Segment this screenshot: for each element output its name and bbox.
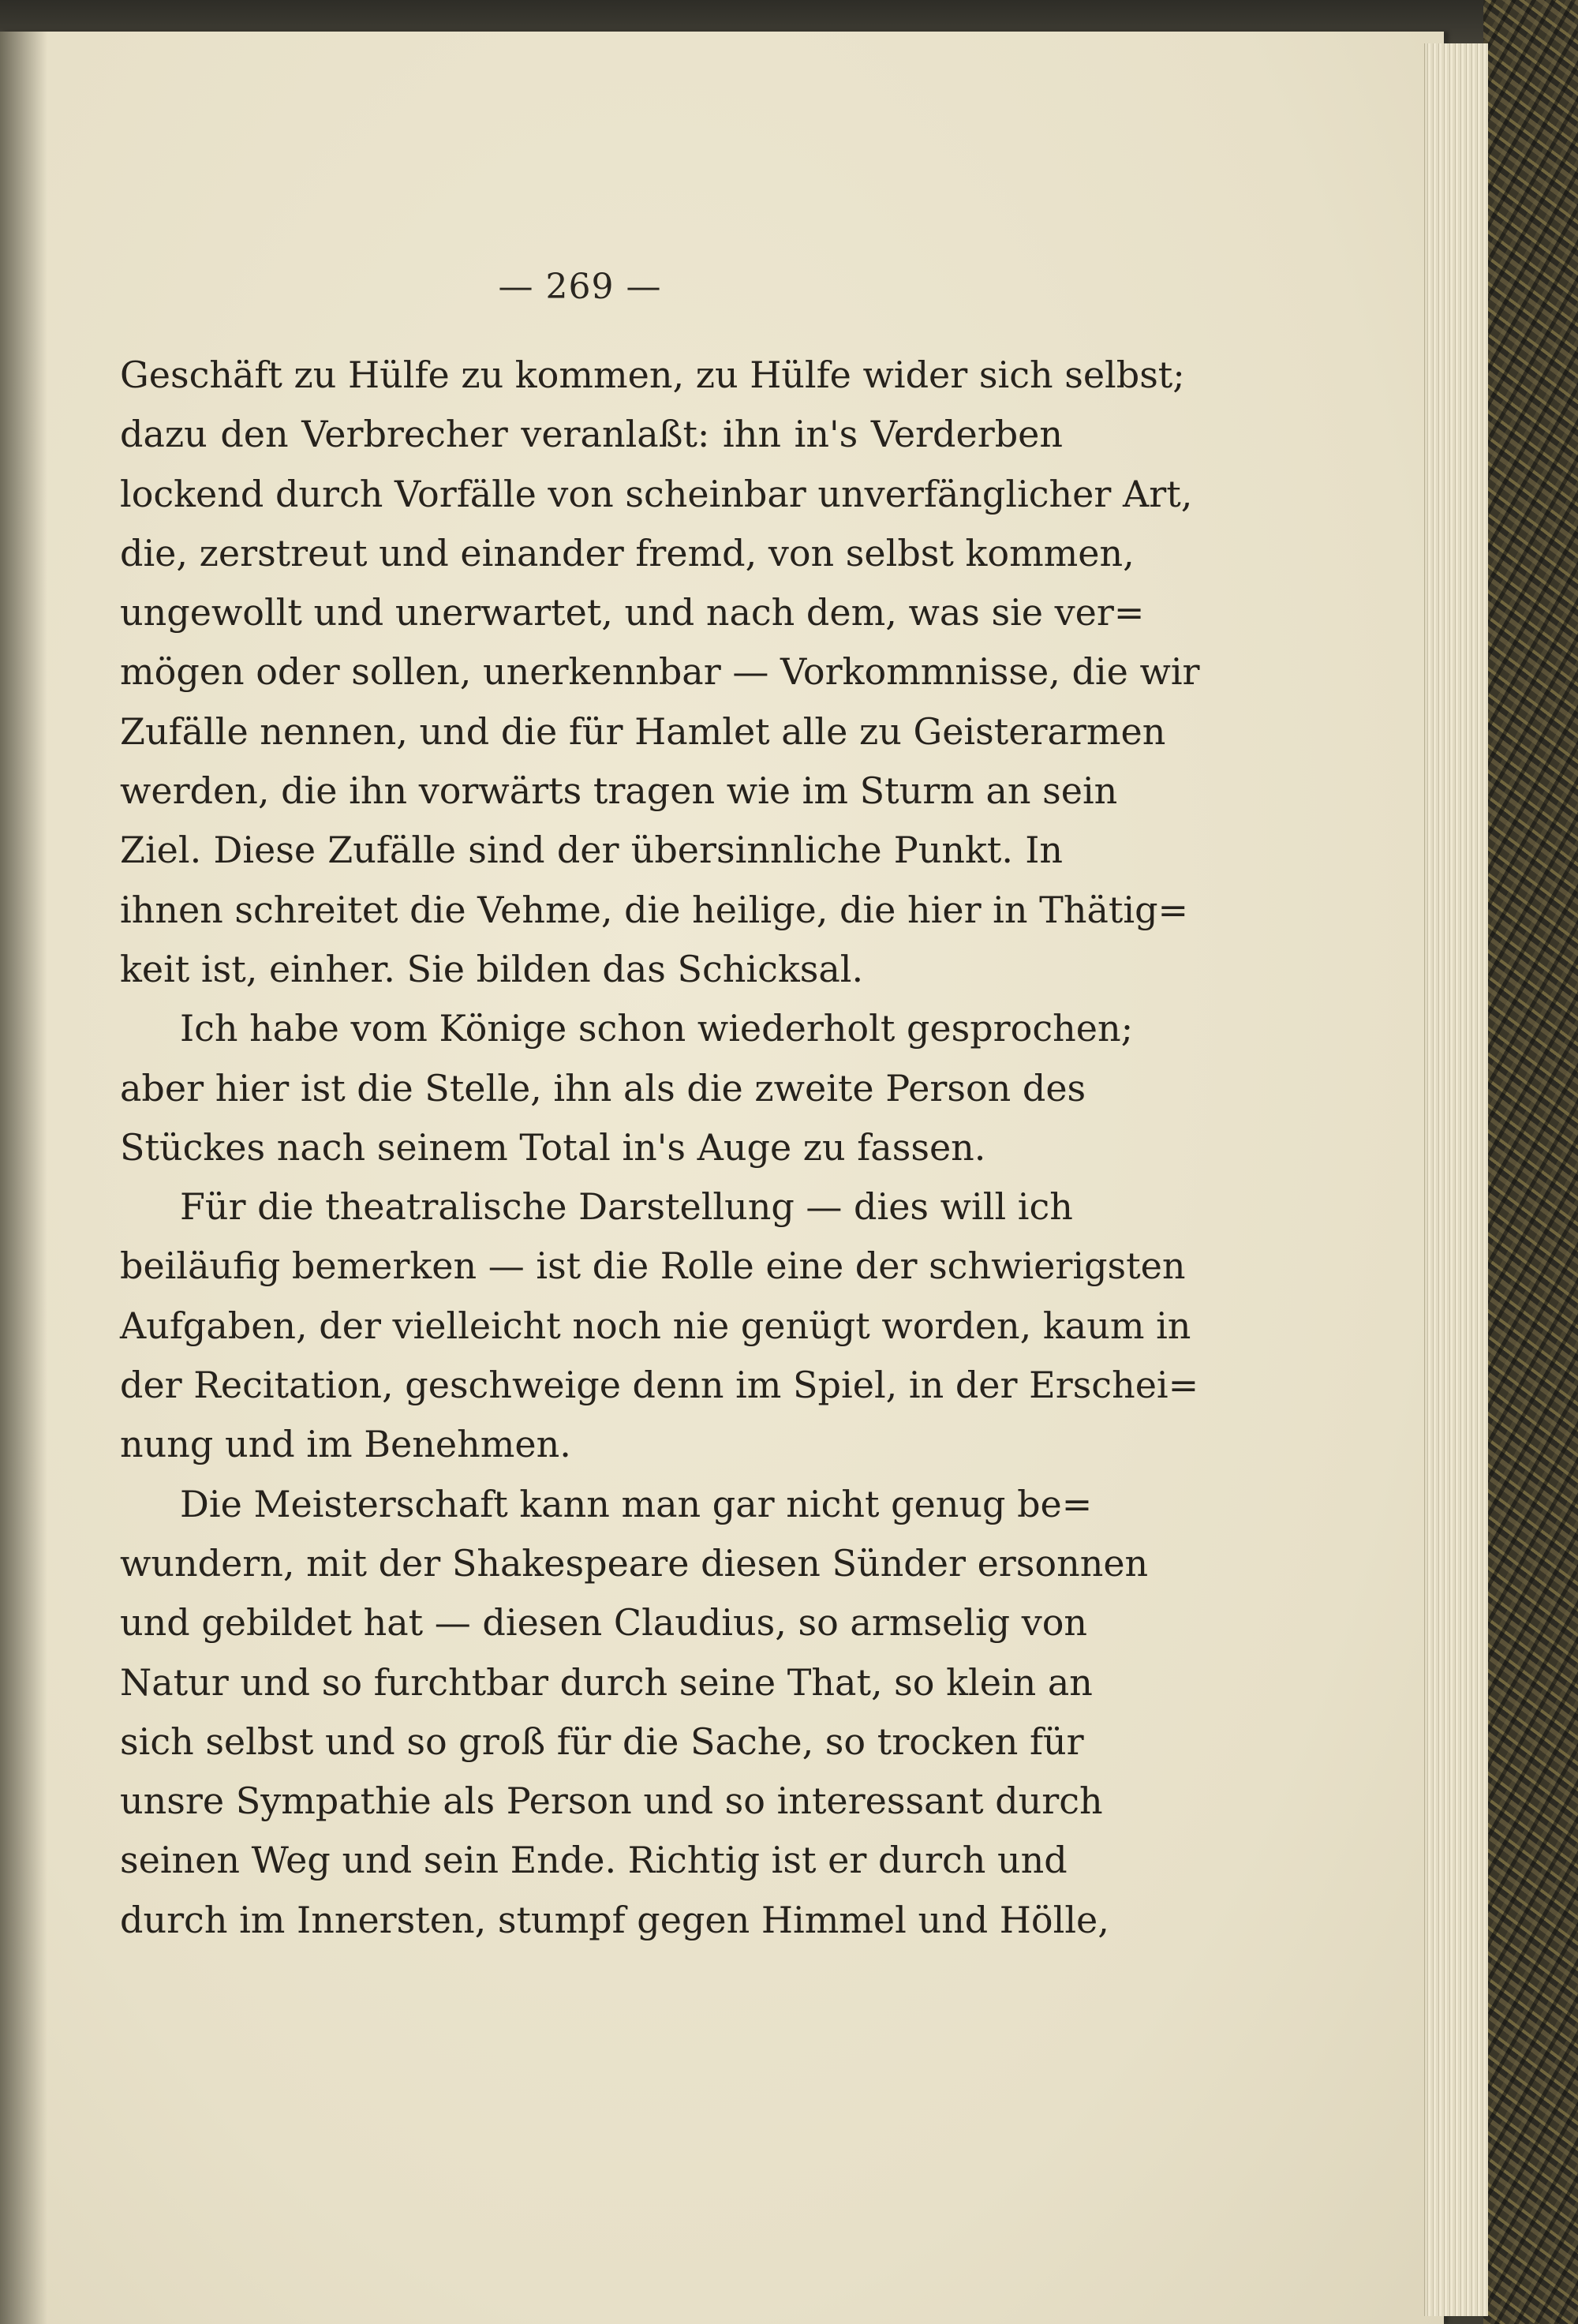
spine-shadow (0, 32, 47, 2324)
text-line: aber hier ist die Stelle, ihn als die zweite Person des (120, 1066, 1086, 1110)
text-line: Geschäft zu Hülfe zu kommen, zu Hülfe wider sich selbst; (120, 354, 1185, 396)
text-line: Die Meisterschaft kann man gar nicht genug be= (180, 1482, 1093, 1525)
text-line: durch im Innersten, stumpf gegen Himmel und Hölle, (120, 1898, 1109, 1941)
text-line: sich selbst und so groß für die Sache, so trocken für (120, 1720, 1084, 1763)
text-line: beiläufig bemerken — ist die Rolle eine der schwierigsten (120, 1244, 1186, 1288)
paragraph-1 (120, 346, 1200, 999)
marbled-cover-edge (1483, 0, 1578, 2324)
paragraph-3 (120, 1177, 1199, 1474)
text-line: der Recitation, geschweige denn im Spiel, in der Erschei= (120, 1364, 1199, 1407)
text-line: werden, die ihn vorwärts tragen wie im Sturm an sein (120, 769, 1118, 813)
text-line: mögen oder sollen, unerkennbar — Vorkommnisse, die wir (120, 650, 1200, 694)
text-line: Für die theatralische Darstellung — dies will ich (180, 1185, 1073, 1229)
text-line: wundern, mit der Shakespeare diesen Sünder ersonnen (120, 1541, 1149, 1585)
text-line: Zufälle nennen, und die für Hamlet alle zu Geisterarmen (120, 709, 1166, 753)
text-line: ungewollt und unerwartet, und nach dem, was sie ver= (120, 591, 1145, 634)
body-text (120, 346, 1200, 1950)
text-line: Ziel. Diese Zufälle sind der übersinnliche Punkt. In (120, 829, 1063, 872)
text-line: Stückes nach seinem Total in's Auge zu fassen. (120, 1125, 986, 1169)
paragraph-4 (120, 1475, 1149, 1950)
page-number: — 269 — (498, 267, 662, 307)
text-line: Ich habe vom Könige schon wiederholt gesprochen; (180, 1007, 1134, 1050)
text-line: und gebildet hat — diesen Claudius, so armselig von (120, 1601, 1088, 1645)
text-line: Natur und so furchtbar durch seine That, so klein an (120, 1660, 1093, 1704)
text-line: unsre Sympathie als Person und so interessant durch (120, 1779, 1103, 1823)
text-line: nung und im Benehmen. (120, 1423, 571, 1466)
page-stack-edge (1424, 43, 1488, 2316)
text-line: dazu den Verbrecher veranlaßt: ihn in's Verderben (120, 413, 1063, 456)
text-line: ihnen schreitet die Vehme, die heilige, die hier in Thätig= (120, 888, 1189, 931)
text-line: die, zerstreut und einander fremd, von selbst kommen, (120, 531, 1135, 574)
text-line: Aufgaben, der vielleicht noch nie genügt worden, kaum in (120, 1304, 1191, 1347)
text-line: seinen Weg und sein Ende. Richtig ist er durch und (120, 1839, 1068, 1882)
text-line: lockend durch Vorfälle von scheinbar unverfänglicher Art, (120, 472, 1193, 515)
paragraph-2 (120, 999, 1134, 1177)
text-line: keit ist, einher. Sie bilden das Schicksal. (120, 947, 864, 990)
